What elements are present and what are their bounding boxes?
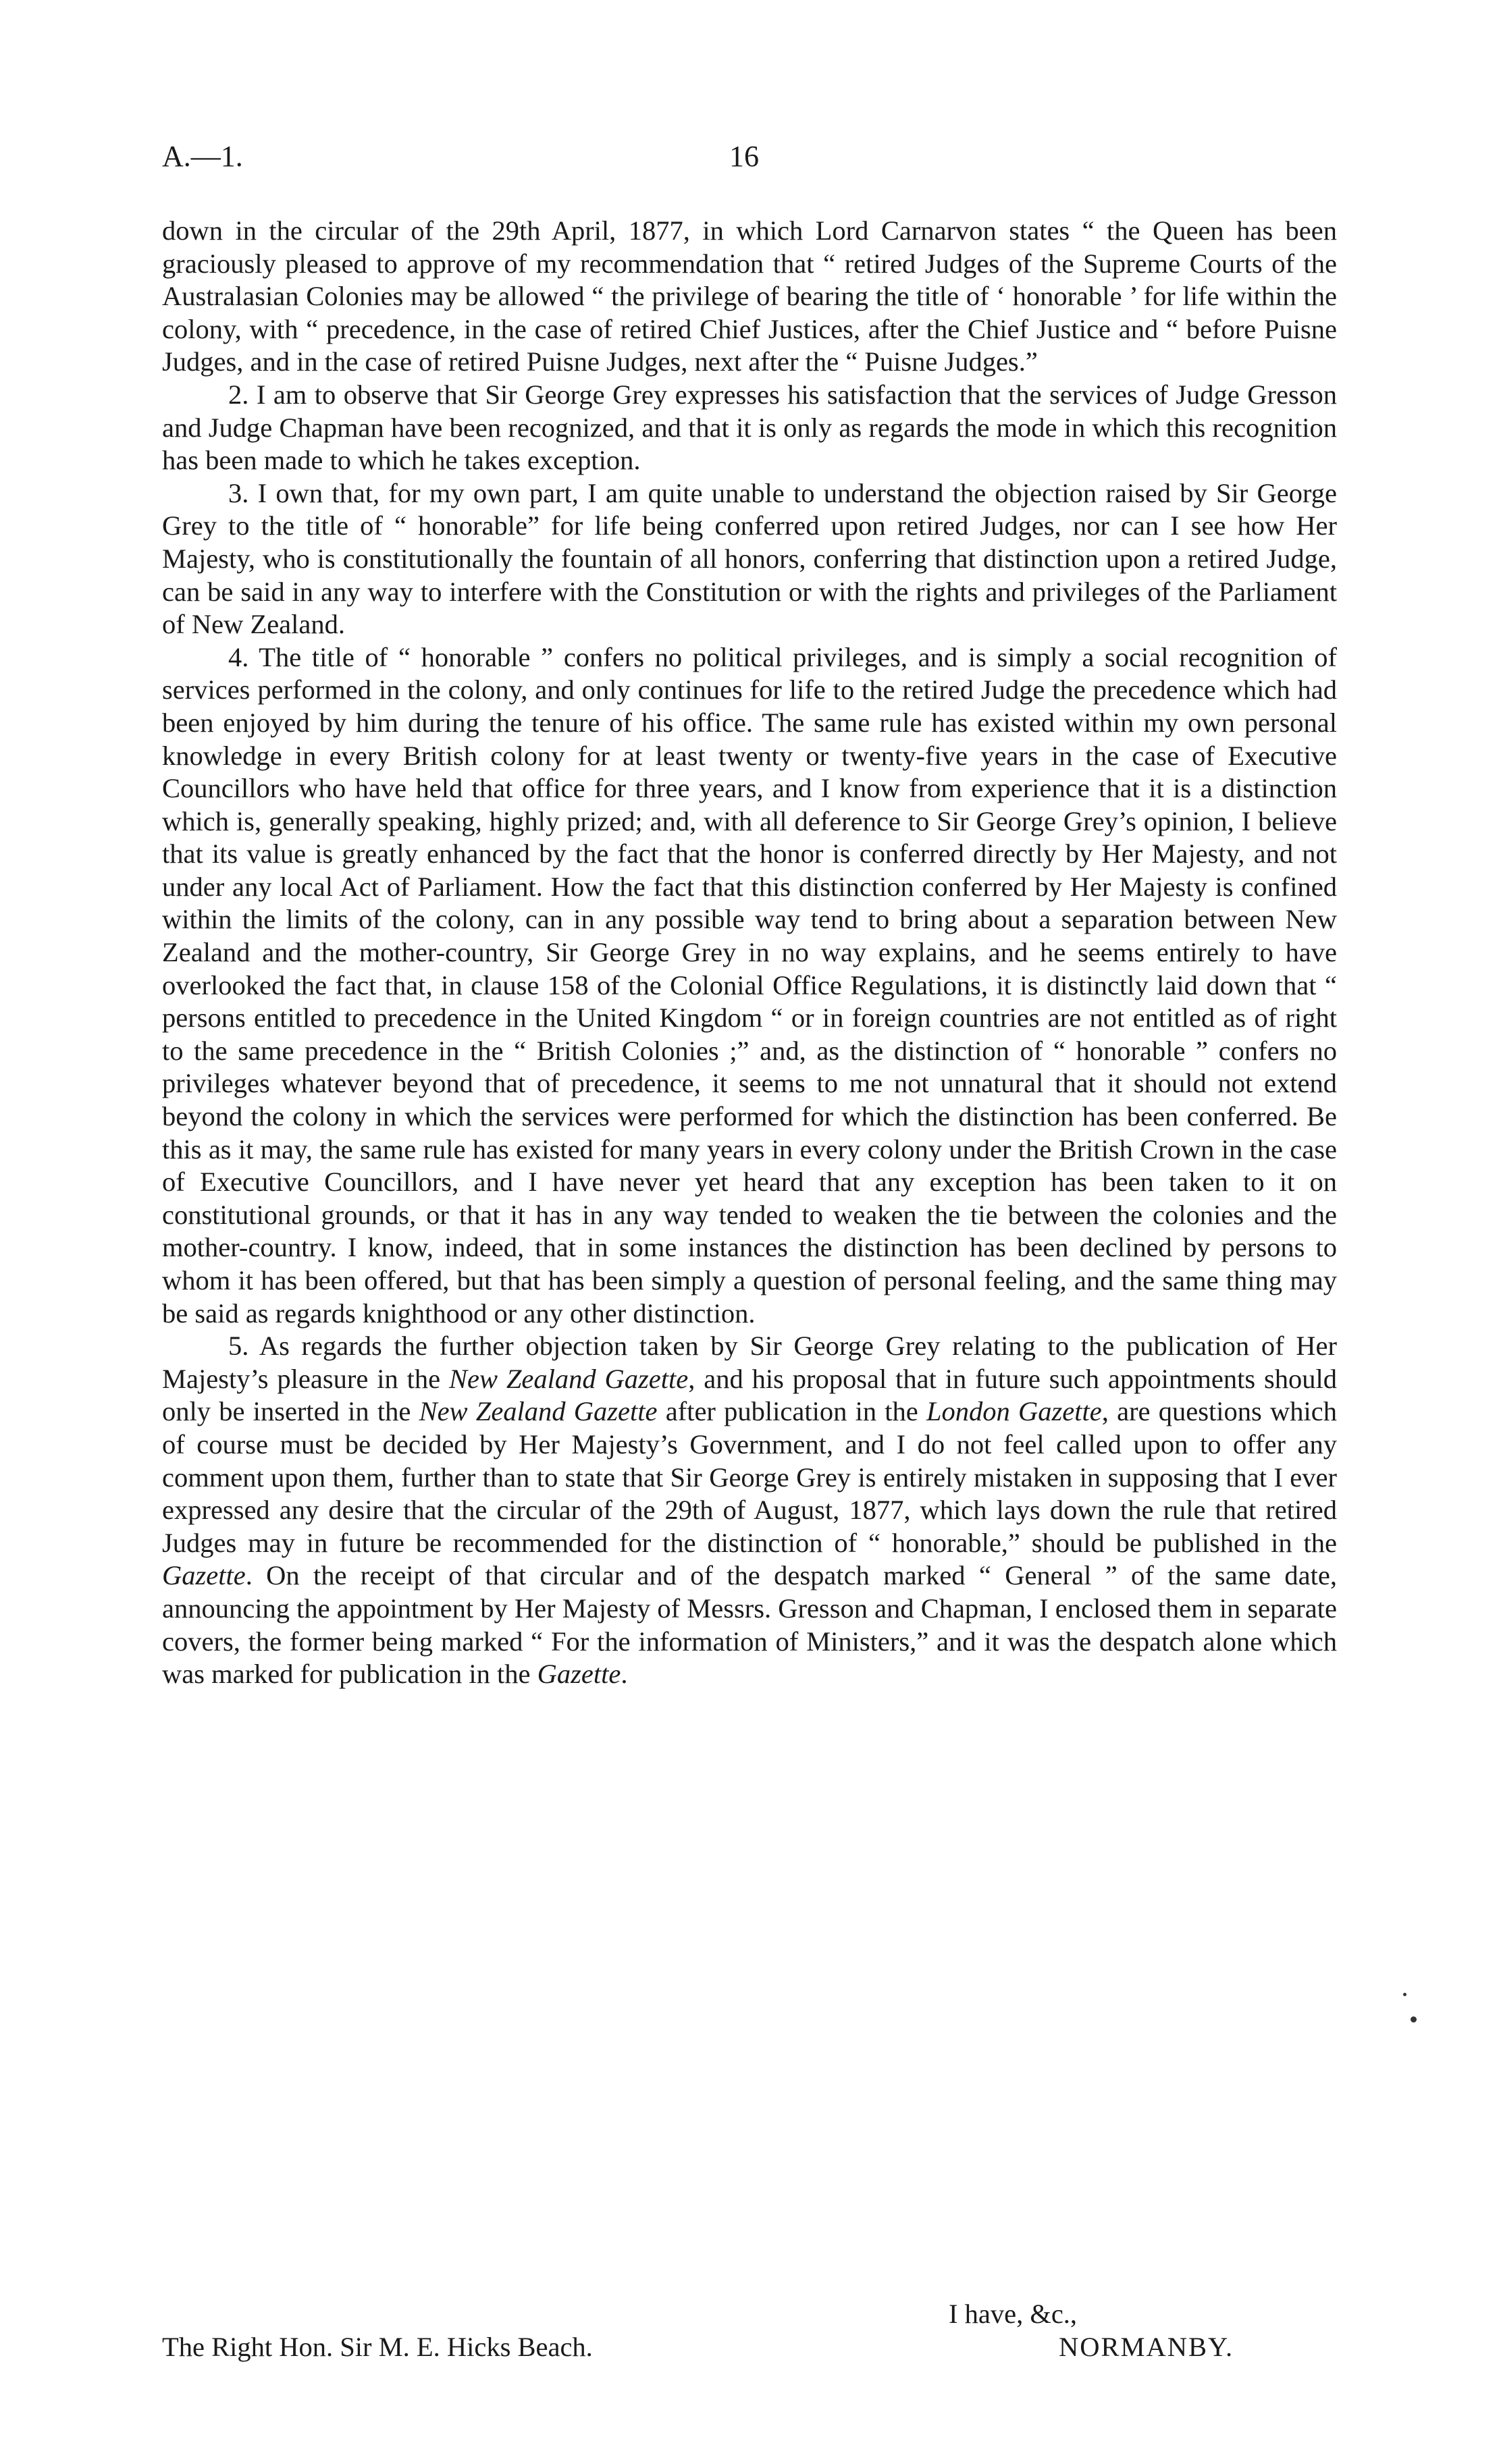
gazette-title: New Zealand Gazette xyxy=(448,1363,689,1394)
gazette-title: London Gazette xyxy=(926,1396,1102,1427)
paragraph-5 xyxy=(162,1330,1337,1691)
gazette-title: New Zealand Gazette xyxy=(419,1396,658,1427)
document-reference: A.—1. xyxy=(162,140,243,173)
paragraph-3: 3. I own that, for my own part, I am quite unable to understand the objection raised by Sir George Grey to the title of “ honorable” for life being conferred upon retired Judges, nor can I see how Her Majesty, who is constitutionally the fountain of all honors, conferring that distinction upon a retired Judge, can be said in any way to interfere with the Constitution or with the rights and privileges of the Parliament of New Zealand. xyxy=(162,477,1337,640)
page-number: 16 xyxy=(729,140,759,173)
margin-mark-dot xyxy=(1403,1993,1406,1996)
paragraph-5-text: . On the receipt of that circular and of the despatch marked “ General ” of the same date, announcing the appointment by Her Majesty of Messrs. Gresson and Chapman, I enclosed them in separate covers, the former being marked “ For the information of Ministers,” and it was the despatch alone which was marked for publication in the xyxy=(162,1560,1337,1690)
paragraph-2: 2. I am to observe that Sir George Grey expresses his satisfaction that the services of Judge Gresson and Judge Chapman have been recognized, and that it is only as regards the mode in which this recognition has been made to which he takes exception. xyxy=(162,379,1337,476)
page-header xyxy=(162,139,1337,180)
paragraph-5-text: , and his proposal that in future such appointments should only be inserted in the xyxy=(162,1363,1337,1427)
paragraph-5-text: . xyxy=(621,1659,628,1690)
paragraph-5-text: after publication in the xyxy=(657,1396,927,1427)
letter-body xyxy=(162,215,1337,1691)
margin-mark-dot xyxy=(1411,2016,1417,2023)
gazette-title: Gazette xyxy=(162,1560,246,1591)
paragraph-4: 4. The title of “ honorable ” confers no political privileges, and is simply a social recognition of services performed in the colony, and only continues for life to the retired Judge the precedence which had been enjoyed by him during the tenure of his office. The same rule has existed within my own personal knowledge in every British colony for at least twenty or twenty-five years in the case of Executive Councillors who have held that office for three years, and I know from experience that it is a distinction which is, generally speaking, highly prized; and, with all deference to Sir George Grey’s opinion, I believe that its value is greatly enhanced by the fact that the honor is conferred directly by Her Majesty, and not under any local Act of Parliament. How the fact that this distinction conferred by Her Majesty is confined within the limits of the colony, can in any possible way tend to bring about a separation between New Zealand and the mother-country, Sir George Grey in no way explains, and he seems entirely to have overlooked the fact that, in clause 158 of the Colonial Office Regulations, it is distinctly laid down that “ persons entitled to precedence in the United Kingdom “ or in foreign countries are not entitled as of right to the same precedence in the “ British Colonies ;” and, as the distinction of “ honorable ” confers no privileges whatever beyond that of precedence, it seems to me not unnatural that it should not extend beyond the colony in which the services were performed for which the distinction has been conferred. Be this as it may, the same rule has existed for many years in every colony under the British Crown in the case of Executive Councillors, and I have never yet heard that any exception has been taken to it on constitutional grounds, or that it has in any way tended to weaken the tie between the colonies and the mother-country. I know, indeed, that in some instances the distinction has been declined by persons to whom it has been offered, but that has been simply a question of personal feeling, and the same thing may be said as regards knighthood or any other distinction. xyxy=(162,641,1337,1329)
addressee: The Right Hon. Sir M. E. Hicks Beach. xyxy=(162,2332,593,2362)
closing-phrase: I have, &c., xyxy=(949,2299,1078,2329)
paragraph-continuation: down in the circular of the 29th April, 1877, in which Lord Carnarvon states “ the Queen has been graciously pleased to approve of my recommendation that “ retired Judges of the Supreme Courts of the Australasian Colonies may be allowed “ the privilege of bearing the title of ‘ honorable ’ for life within the colony, with “ precedence, in the case of retired Chief Justices, after the Chief Justice and “ before Puisne Judges, and in the case of retired Puisne Judges, next after the “ Puisne Judges.” xyxy=(162,215,1337,377)
paragraph-5-text: , are questions which of course must be decided by Her Majesty’s Government, and I do not feel called upon to offer any comment upon them, further than to state that Sir George Grey is entirely mistaken in supposing that I ever expressed any desire that the circular of the 29th of August, 1877, which lays down the rule that retired Judges may in future be recommended for the distinction of “ honorable,” should be published in the xyxy=(162,1396,1337,1558)
signature: NORMANBY. xyxy=(1059,2332,1234,2362)
paragraph-5-text: 5. As regards the further objection taken by Sir George Grey relating to the publication of Her Majesty’s pleasure in the xyxy=(162,1331,1337,1394)
gazette-title: Gazette xyxy=(537,1659,621,1690)
